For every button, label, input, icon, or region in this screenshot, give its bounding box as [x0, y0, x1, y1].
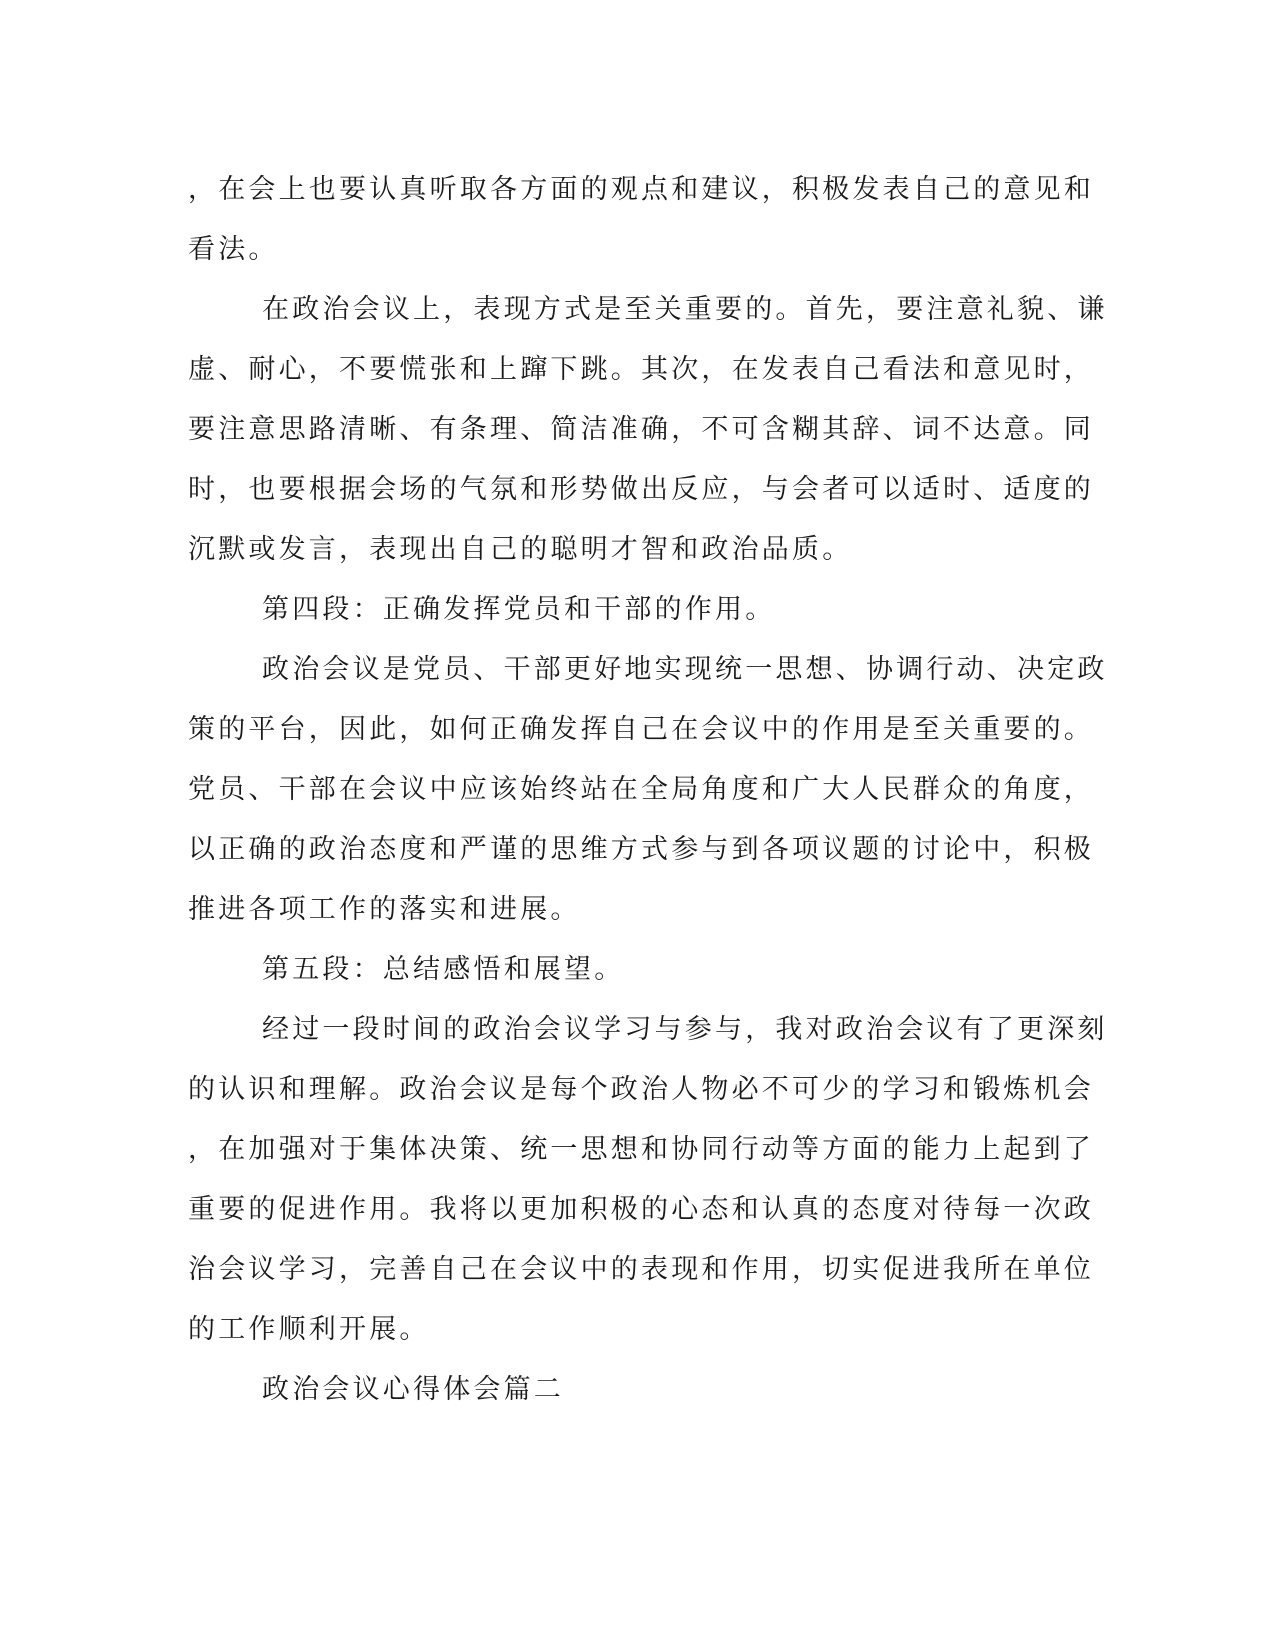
text-line: ，在会上也要认真听取各方面的观点和建议，积极发表自己的意见和 — [188, 174, 1094, 205]
text-line: 在政治会议上，表现方式是至关重要的。首先，要注意礼貌、谦 — [262, 294, 1108, 325]
article-title: 政治会议心得体会篇二 — [262, 1374, 564, 1405]
text-line: 重要的促进作用。我将以更加积极的心态和认真的态度对待每一次政 — [188, 1194, 1094, 1225]
text-line: 党员、干部在会议中应该始终站在全局角度和广大人民群众的角度， — [188, 774, 1094, 805]
text-line: 经过一段时间的政治会议学习与参与，我对政治会议有了更深刻 — [262, 1014, 1108, 1045]
text-line: 看法。 — [188, 234, 279, 265]
text-line: 沉默或发言，表现出自己的聪明才智和政治品质。 — [188, 534, 853, 565]
section-heading-5: 第五段：总结感悟和展望。 — [262, 954, 625, 985]
text-line: 治会议学习，完善自己在会议中的表现和作用，切实促进我所在单位 — [188, 1254, 1094, 1285]
text-line: 策的平台，因此，如何正确发挥自己在会议中的作用是至关重要的。 — [188, 714, 1094, 745]
document-body — [188, 160, 1108, 1420]
text-line: 虚、耐心，不要慌张和上蹿下跳。其次，在发表自己看法和意见时， — [188, 354, 1094, 385]
text-line: ，在加强对于集体决策、统一思想和协同行动等方面的能力上起到了 — [188, 1134, 1094, 1165]
text-line: 时，也要根据会场的气氛和形势做出反应，与会者可以适时、适度的 — [188, 474, 1094, 505]
section-heading-4: 第四段：正确发挥党员和干部的作用。 — [262, 594, 776, 625]
text-line: 政治会议是党员、干部更好地实现统一思想、协调行动、决定政 — [262, 654, 1108, 685]
text-line: 以正确的政治态度和严谨的思维方式参与到各项议题的讨论中，积极 — [188, 834, 1094, 865]
text-line: 要注意思路清晰、有条理、简洁准确，不可含糊其辞、词不达意。同 — [188, 414, 1094, 445]
text-line: 的工作顺利开展。 — [188, 1314, 430, 1345]
text-line: 的认识和理解。政治会议是每个政治人物必不可少的学习和锻炼机会 — [188, 1074, 1094, 1105]
text-line: 推进各项工作的落实和进展。 — [188, 894, 581, 925]
